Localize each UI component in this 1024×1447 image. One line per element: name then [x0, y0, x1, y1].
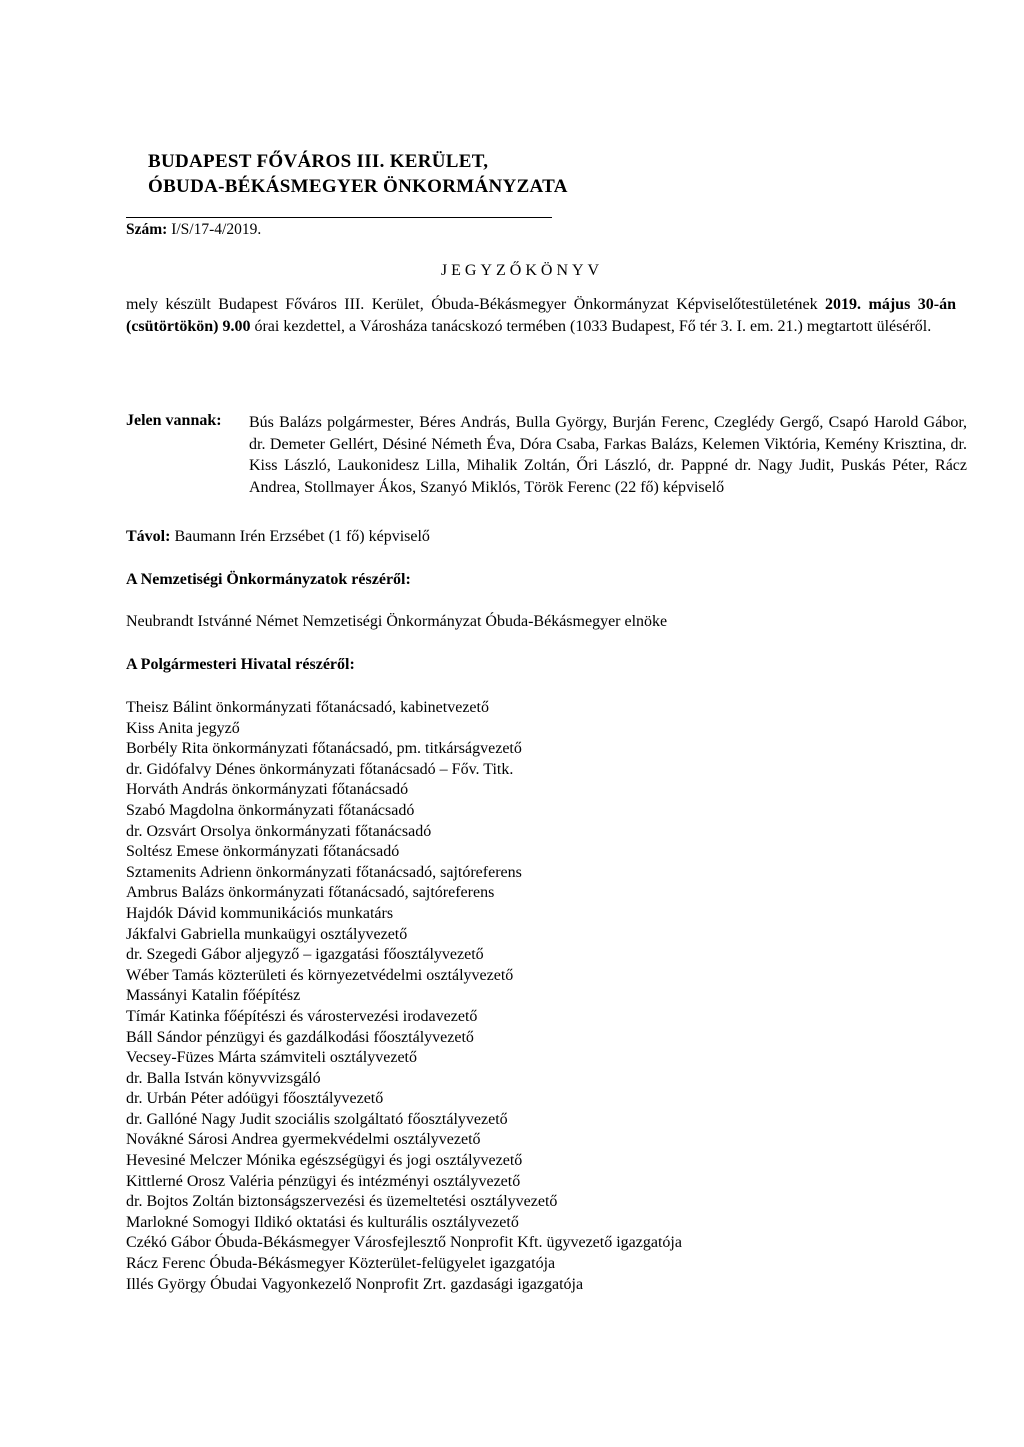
staff-item: Tímár Katinka főépítészi és várostervezési irodavezető	[126, 1007, 478, 1025]
staff-item: dr. Bojtos Zoltán biztonságszervezési és üzemeltetési osztályvezető	[126, 1193, 558, 1211]
staff-item: Wéber Tamás közterületi és környezetvédelmi osztályvezető	[126, 966, 514, 984]
reference-number	[126, 221, 261, 239]
intro-text-post: órai kezdettel, a Városháza tanácskozó termében (1033 Budapest, Fő tér 3. I. em. 21.) megtartott üléséről.	[250, 317, 932, 335]
absent-label: Távol:	[126, 528, 171, 545]
intro-text-pre: mely készült Budapest Főváros III. Kerület, Óbuda-Békásmegyer Önkormányzat Képviselőtestületének	[126, 296, 826, 313]
staff-item: dr. Urbán Péter adóügyi főosztályvezető	[126, 1090, 384, 1108]
staff-item: dr. Balla István könyvvizsgáló	[126, 1069, 321, 1087]
staff-item: Hajdók Dávid kommunikációs munkatárs	[126, 904, 394, 922]
staff-item: Horváth András önkormányzati főtanácsadó	[126, 781, 409, 799]
nationality-heading: A Nemzetiségi Önkormányzatok részéről:	[126, 571, 411, 588]
absent-text: Baumann Irén Erzsébet (1 fő) képviselő	[174, 528, 430, 545]
document-title: JEGYZŐKÖNYV	[440, 262, 604, 279]
staff-item: dr. Ozsvárt Orsolya önkormányzati főtanácsadó	[126, 822, 432, 840]
absent-line	[126, 528, 430, 546]
header-line-1: BUDAPEST FŐVÁROS III. KERÜLET,	[148, 151, 489, 172]
staff-item: dr. Gallóné Nagy Judit szociális szolgáltató főosztályvezető	[126, 1110, 508, 1128]
header-line-2: ÓBUDA-BÉKÁSMEGYER ÖNKORMÁNYZATA	[148, 176, 568, 197]
staff-item: Massányi Katalin főépítész	[126, 987, 301, 1005]
staff-item: Rácz Ferenc Óbuda-Békásmegyer Közterület-felügyelet igazgatója	[126, 1255, 556, 1273]
header-divider	[126, 217, 552, 218]
staff-item: Borbély Rita önkormányzati főtanácsadó, pm. titkárságvezető	[126, 740, 522, 758]
reference-label: Szám:	[126, 221, 168, 238]
staff-item: Novákné Sárosi Andrea gyermekvédelmi osztályvezető	[126, 1131, 481, 1149]
reference-value: I/S/17-4/2019.	[171, 221, 262, 238]
staff-item: Szabó Magdolna önkormányzati főtanácsadó	[126, 801, 415, 819]
staff-item: dr. Szegedi Gábor aljegyző – igazgatási főosztályvezető	[126, 946, 484, 964]
staff-item: dr. Gidófalvy Dénes önkormányzati főtanácsadó – Főv. Titk.	[126, 760, 514, 778]
intro-paragraph	[126, 294, 956, 337]
present-label: Jelen vannak:	[126, 412, 222, 429]
staff-list	[126, 698, 682, 1295]
staff-item: Jákfalvi Gabriella munkaügyi osztályvezető	[126, 925, 408, 943]
office-heading: A Polgármesteri Hivatal részéről:	[126, 656, 355, 673]
staff-item: Czékó Gábor Óbuda-Békásmegyer Városfejlesztő Nonprofit Kft. ügyvezető igazgatója	[126, 1234, 682, 1252]
present-list: Bús Balázs polgármester, Béres András, Bulla György, Burján Ferenc, Czeglédy Gergő, Csapó Harold Gábor, dr. Demeter Gellért, Désiné Németh Éva, Dóra Csaba, Farkas Balázs, Kelemen Viktória, Kemény Krisztina, dr. Kiss László, Laukonidesz Lilla, Mihalik Zoltán, Őri László, dr. Pappné dr. Nagy Judit, Puskás Péter, Rácz Andrea, Stollmayer Ákos, Szanyó Miklós, Török Ferenc (22 fő) képviselő	[249, 414, 967, 496]
staff-item: Vecsey-Füzes Márta számviteli osztályvezető	[126, 1049, 417, 1067]
staff-item: Kittlerné Orosz Valéria pénzügyi és intézményi osztályvezető	[126, 1172, 521, 1190]
staff-item: Illés György Óbudai Vagyonkezelő Nonprofit Zrt. gazdasági igazgatója	[126, 1275, 584, 1293]
staff-item: Ambrus Balázs önkormányzati főtanácsadó, sajtóreferens	[126, 884, 495, 902]
intro-date: 2019. május 30-án (csütörtökön) 9.00	[126, 296, 956, 335]
staff-item: Hevesiné Melczer Mónika egészségügyi és jogi osztályvezető	[126, 1152, 523, 1170]
nationality-text: Neubrandt Istvánné Német Nemzetiségi Önkormányzat Óbuda-Békásmegyer elnöke	[126, 613, 668, 630]
staff-item: Soltész Emese önkormányzati főtanácsadó	[126, 843, 400, 861]
staff-item: Marlokné Somogyi Ildikó oktatási és kulturális osztályvezető	[126, 1213, 519, 1231]
staff-item: Sztamenits Adrienn önkormányzati főtanácsadó, sajtóreferens	[126, 863, 522, 881]
staff-item: Kiss Anita jegyző	[126, 719, 240, 737]
staff-item: Báll Sándor pénzügyi és gazdálkodási főosztályvezető	[126, 1028, 474, 1046]
staff-item: Theisz Bálint önkormányzati főtanácsadó, kabinetvezető	[126, 699, 489, 716]
